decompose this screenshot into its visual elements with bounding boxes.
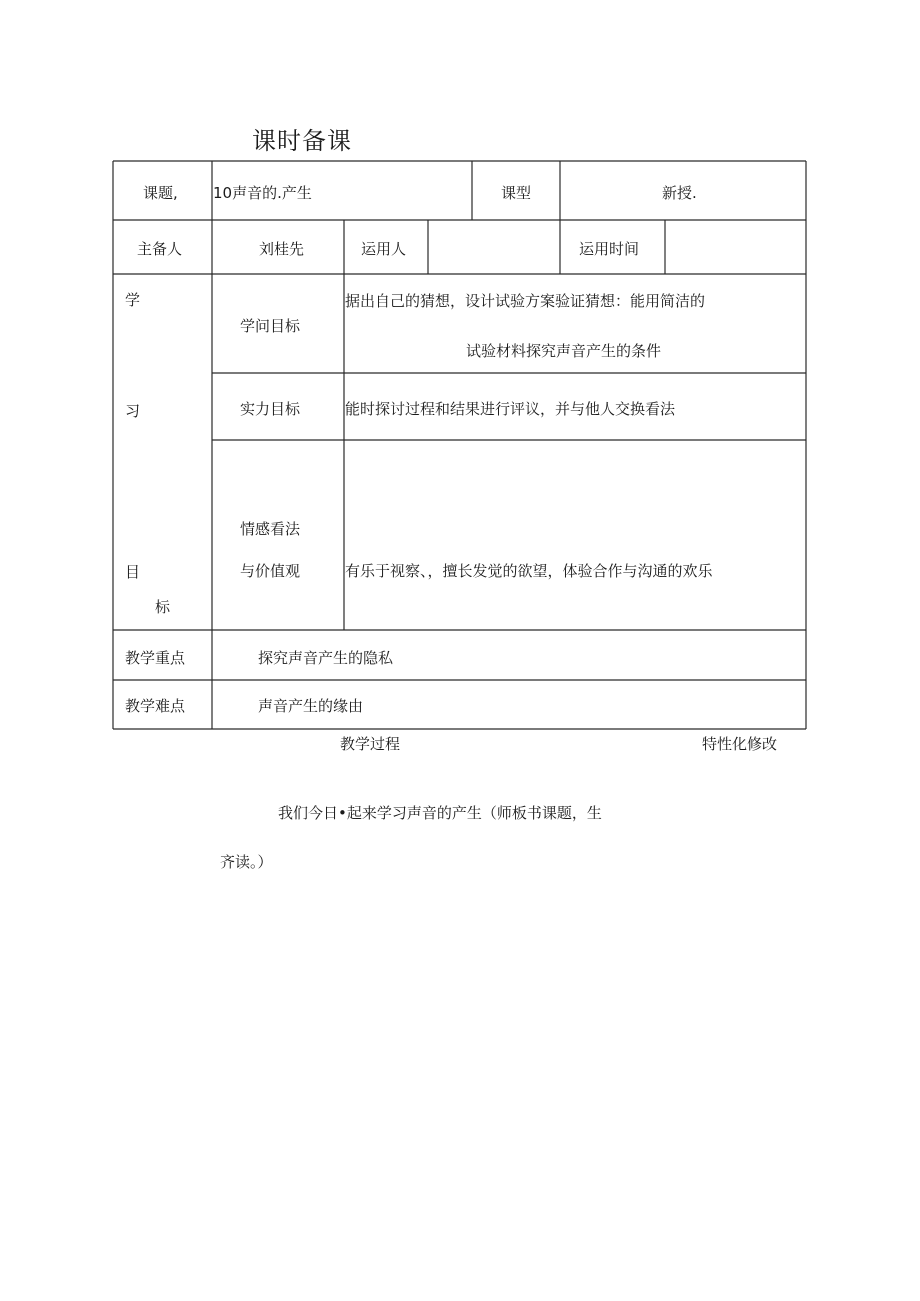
usage-time-label: 运用时间 [579, 240, 640, 258]
ability-goal-label: 实力目标 [240, 400, 301, 418]
process-line-1: 我们今日•起来学习声音的产生（师板书课题，生 [278, 804, 602, 822]
process-heading: 教学过程 [340, 735, 401, 753]
goals-side-label-1: 学 [125, 291, 141, 309]
knowledge-goal-line-1: 据出自己的猜想，设计试验方案验证猜想：能用简洁的 [345, 292, 706, 310]
difficulty-text: 声音产生的缘由 [258, 697, 364, 715]
emotion-goal-label-2: 与价值观 [240, 562, 301, 580]
preparer-value: 刘桂先 [259, 240, 305, 258]
user-label: 运用人 [361, 240, 407, 258]
lesson-type-value: 新授. [662, 184, 697, 202]
ability-goal-text: 能时探讨过程和结果进行评议，并与他人交换看法 [345, 400, 676, 418]
page-title: 课时备课 [252, 127, 352, 155]
emotion-goal-label-1: 情感看法 [240, 520, 301, 538]
knowledge-goal-line-2: 试验材料探究声音产生的条件 [466, 342, 662, 360]
key-point-label: 教学重点 [125, 649, 186, 667]
key-point-text: 探究声音产生的隐私 [258, 649, 394, 667]
goals-side-label-2: 习 [125, 402, 141, 420]
goals-side-label-4: 标 [155, 598, 171, 616]
process-line-2: 齐读。） [220, 853, 273, 871]
emotion-goal-text: 有乐于视察、，擅长发觉的欲望，体验合作与沟通的欢乐 [345, 562, 713, 580]
topic-value: 10声音的.产生 [213, 184, 312, 202]
lesson-type-label: 课型 [501, 184, 532, 202]
revision-heading: 特性化修改 [702, 735, 778, 753]
difficulty-label: 教学难点 [125, 697, 186, 715]
topic-label: 课题, [143, 184, 178, 202]
knowledge-goal-label: 学问目标 [240, 317, 301, 335]
preparer-label: 主备人 [137, 240, 183, 258]
goals-side-label-3: 目 [125, 563, 141, 581]
